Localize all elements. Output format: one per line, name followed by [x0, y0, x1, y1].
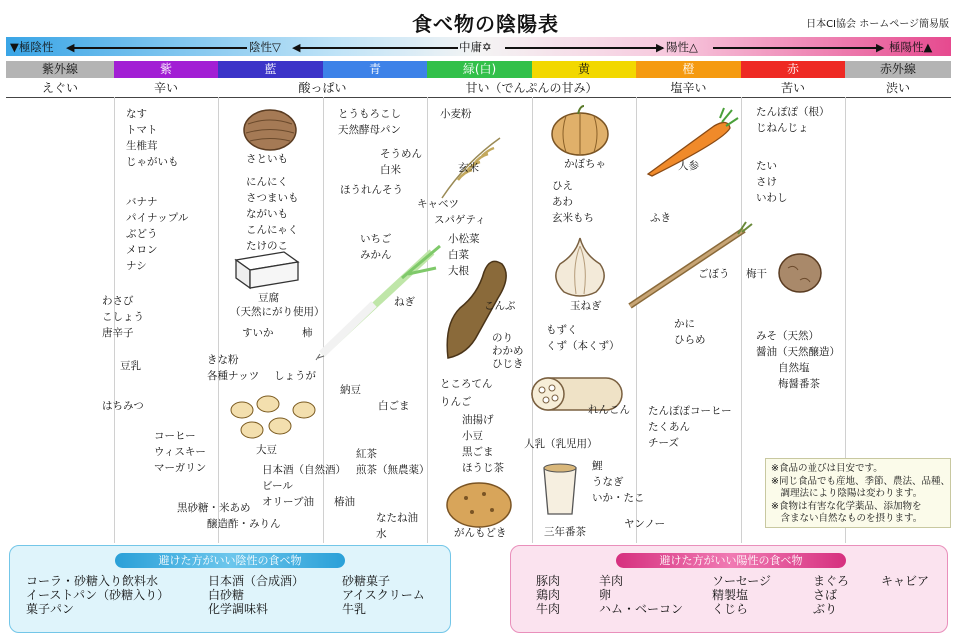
food-label: 三年番茶 [544, 526, 586, 538]
note-line: ※食品の並びは目安です。 [771, 463, 883, 474]
taste-suppai: 酸っぱい [298, 81, 347, 95]
food-label: 唐辛子 [102, 327, 134, 339]
arrow-left-icon: ◀ [66, 41, 75, 54]
food-label: 豆乳 [120, 360, 141, 372]
food-label: ひえ [552, 180, 573, 192]
taste-amai: 甘い（でんぷんの甘み） [465, 81, 598, 95]
axis-arrow-line [713, 47, 881, 49]
food-label: きな粉 [207, 354, 239, 366]
food-label: さけ [756, 176, 777, 188]
notes-box [765, 458, 951, 528]
avoid-item: まぐろ [813, 574, 850, 588]
food-label: いちご [360, 233, 392, 245]
food-label: （天然にがり使用） [230, 306, 325, 318]
food-label: 大豆 [256, 444, 277, 456]
note-line: 調理法により陰陽は変わります。 [771, 488, 923, 499]
food-label: こしょう [102, 311, 144, 323]
axis-extreme-yin: ▼極陰性 [10, 40, 54, 54]
food-label: 小麦粉 [440, 108, 472, 120]
arrow-right-icon: ▶ [876, 41, 885, 54]
burdock-icon [626, 220, 756, 310]
food-label: ウィスキー [154, 446, 206, 458]
food-label: なす [126, 108, 147, 120]
food-label: わかめ [492, 345, 524, 357]
column-divider [532, 97, 533, 543]
food-label: 生椎茸 [126, 140, 158, 152]
axis-extreme-yang: 極陽性▲ [889, 40, 933, 54]
food-label: 小松菜 [448, 233, 480, 245]
food-label: がんもどき [454, 527, 507, 539]
food-label: すいか [242, 327, 274, 339]
avoid-item: ソーセージ [712, 574, 772, 588]
taste-divider [6, 97, 951, 98]
food-label: たんぽぽコーヒー [648, 405, 732, 417]
food-label: もずく [546, 324, 578, 336]
food-label: 自然塩 [778, 362, 810, 374]
food-label: たくあん [648, 421, 690, 433]
food-label: 黒砂糖・米あめ [177, 502, 251, 514]
umeboshi-icon [776, 250, 824, 296]
note-line: 含まない自然なものを摂ります。 [771, 513, 923, 524]
band-blue: 青 [323, 61, 427, 78]
avoid-yang-box [510, 545, 948, 633]
avoid-item: コーラ・砂糖入り飲料水 [26, 574, 159, 588]
band-ultraviolet: 紫外線 [6, 61, 114, 78]
food-label: とうもろこし [338, 108, 401, 120]
food-label: うなぎ [592, 476, 624, 488]
food-label: オリーブ油 [262, 496, 314, 508]
food-label: ヤンノー [624, 518, 666, 530]
food-label: 日本酒（自然酒） [262, 464, 346, 476]
food-label: 醤油（天然醸造） [756, 346, 840, 358]
avoid-item: さば [813, 588, 838, 602]
tea-cup-icon [540, 462, 580, 518]
food-label: トマト [126, 124, 158, 136]
band-orange: 橙 [636, 61, 741, 78]
ganmodoki-icon [444, 480, 514, 530]
food-label: ひらめ [674, 334, 706, 346]
food-label: こんぶ [484, 300, 516, 312]
band-green: 緑(白) [427, 61, 532, 78]
onion-icon [550, 236, 610, 298]
food-label: 紅茶 [356, 448, 377, 460]
avoid-item: 牛肉 [536, 602, 561, 616]
food-label: いわし [756, 192, 788, 204]
food-label: チーズ [648, 437, 679, 449]
food-label: 梅醤番茶 [778, 378, 820, 390]
food-label: ひじき [492, 358, 524, 370]
axis-yin: 陰性▽ [249, 40, 281, 54]
food-label: たけのこ [246, 240, 288, 252]
avoid-yin-box [9, 545, 451, 633]
food-label: 梅干 [746, 268, 767, 280]
avoid-item: ハム・ベーコン [599, 602, 684, 616]
food-label: 椿油 [334, 496, 355, 508]
food-label: 人乳（乳児用） [524, 438, 598, 450]
food-label: ながいも [246, 208, 288, 220]
food-label: たんぽぽ（根） [756, 106, 830, 118]
food-label: メロン [126, 244, 158, 256]
food-label: ふき [650, 212, 671, 224]
food-label: れんこん [588, 404, 630, 416]
food-label: ところてん [440, 378, 493, 390]
axis-arrow-line [505, 47, 663, 49]
soybean-icon [228, 392, 320, 446]
food-label: コーヒー [154, 430, 196, 442]
taste-shiokarai: 塩辛い [670, 81, 707, 95]
axis-arrow-line [298, 47, 458, 49]
food-label: ねぎ [394, 296, 415, 308]
avoid-item: 砂糖菓子 [342, 574, 391, 588]
food-label: 小豆 [462, 430, 483, 442]
page-title: 食べ物の陰陽表 [412, 12, 559, 36]
food-label: にんにく [246, 176, 288, 188]
food-label: 玄米もち [552, 212, 594, 224]
food-label: マーガリン [154, 462, 207, 474]
pumpkin-icon [550, 106, 610, 156]
food-label: しょうが [274, 370, 316, 382]
food-label: パイナップル [126, 212, 189, 224]
food-label: りんご [440, 396, 472, 408]
food-label: 納豆 [340, 384, 361, 396]
column-divider [636, 97, 637, 543]
food-label: 黒ごま [462, 446, 494, 458]
food-label: ナシ [126, 260, 147, 272]
avoid-item: 豚肉 [536, 574, 561, 588]
column-divider [741, 97, 742, 543]
food-label: 玉ねぎ [570, 300, 602, 312]
axis-arrow-line [72, 47, 247, 49]
avoid-item: 卵 [599, 588, 612, 602]
avoid-item: 精製塩 [712, 588, 749, 602]
food-label: いか・たこ [592, 492, 645, 504]
arrow-right-icon: ▶ [656, 41, 665, 54]
food-label: ほうじ茶 [462, 462, 504, 474]
avoid-item: 牛乳 [342, 602, 367, 616]
band-purple: 紫 [114, 61, 218, 78]
food-label: かぼちゃ [564, 158, 606, 170]
food-label: 各種ナッツ [207, 370, 260, 382]
band-infrared: 赤外線 [845, 61, 951, 78]
avoid-item: 化学調味料 [208, 602, 269, 616]
food-label: のり [492, 332, 513, 344]
food-label: じねんじょ [756, 122, 809, 134]
food-label: 人参 [678, 160, 699, 172]
food-label: くず（本くず） [546, 340, 620, 352]
band-red: 赤 [741, 61, 845, 78]
note-line: ※食物は有害な化学薬品、添加物を [771, 500, 922, 512]
food-label: 柿 [302, 327, 313, 339]
food-label: みかん [360, 249, 392, 261]
food-label: キャベツ [417, 198, 459, 210]
food-label: 白菜 [448, 249, 469, 261]
satoimo-icon [240, 106, 300, 152]
food-label: なたね油 [376, 512, 418, 524]
avoid-item: 鶏肉 [536, 588, 561, 602]
food-label: さつまいも [246, 192, 299, 204]
avoid-item: 日本酒（合成酒） [208, 574, 305, 588]
food-label: みそ（天然） [756, 330, 819, 342]
food-label: 煎茶（無農薬） [356, 464, 430, 476]
avoid-yin-title: 避けた方がいい陰性の食べ物 [115, 553, 345, 568]
avoid-item: イーストパン（砂糖入り） [26, 588, 170, 602]
avoid-yang-title: 避けた方がいい陽性の食べ物 [616, 553, 846, 568]
band-indigo: 藍 [218, 61, 323, 78]
avoid-item: キャビア [881, 574, 930, 588]
avoid-item: アイスクリーム [342, 588, 425, 602]
food-label: たい [756, 160, 777, 172]
food-label: さといも [246, 153, 288, 165]
food-label: ビール [262, 480, 293, 492]
axis-neutral: 中庸✡ [459, 40, 492, 54]
food-label: スパゲティ [434, 214, 486, 226]
food-label: 鯉 [592, 460, 603, 472]
food-label: ぶどう [126, 228, 158, 240]
food-label: 豆腐 [258, 292, 279, 304]
food-label: 油揚げ [462, 414, 494, 426]
avoid-item: ぶり [813, 602, 838, 616]
taste-egui: えぐい [41, 81, 78, 95]
food-label: こんにゃく [246, 224, 299, 236]
food-label: 白米 [380, 164, 401, 176]
avoid-item: 白砂糖 [208, 588, 245, 602]
food-label: そうめん [380, 148, 422, 160]
arrow-left-icon: ◀ [292, 41, 301, 54]
food-label: はちみつ [102, 400, 144, 412]
publisher-label: 日本CI協会 ホームページ簡易版 [806, 19, 949, 30]
food-label: ごぼう [698, 268, 730, 280]
avoid-item: くじら [712, 602, 749, 616]
food-label: かに [674, 318, 695, 330]
taste-shibui: 渋い [885, 81, 910, 95]
food-label: バナナ [126, 196, 158, 208]
food-label: わさび [102, 295, 134, 307]
food-label: 醸造酢・みりん [207, 518, 281, 530]
avoid-item: 羊肉 [599, 574, 624, 588]
food-label: じゃがいも [126, 156, 179, 168]
note-line: ※同じ食品でも産地、季節、農法、品種、 [771, 475, 950, 487]
avoid-item: 菓子パン [26, 602, 75, 616]
food-label: 水 [376, 528, 387, 540]
food-label: あわ [552, 196, 573, 208]
band-yellow: 黄 [532, 61, 636, 78]
food-label: ほうれんそう [340, 184, 403, 196]
taste-karai: 辛い [153, 81, 178, 95]
food-label: 白ごま [378, 400, 410, 412]
column-divider [218, 97, 219, 543]
food-label: 玄米 [458, 162, 479, 174]
food-label: 大根 [448, 265, 469, 277]
food-label: 天然酵母パン [338, 124, 401, 136]
axis-yang: 陽性△ [666, 40, 698, 54]
taste-nigai: 苦い [780, 81, 805, 95]
